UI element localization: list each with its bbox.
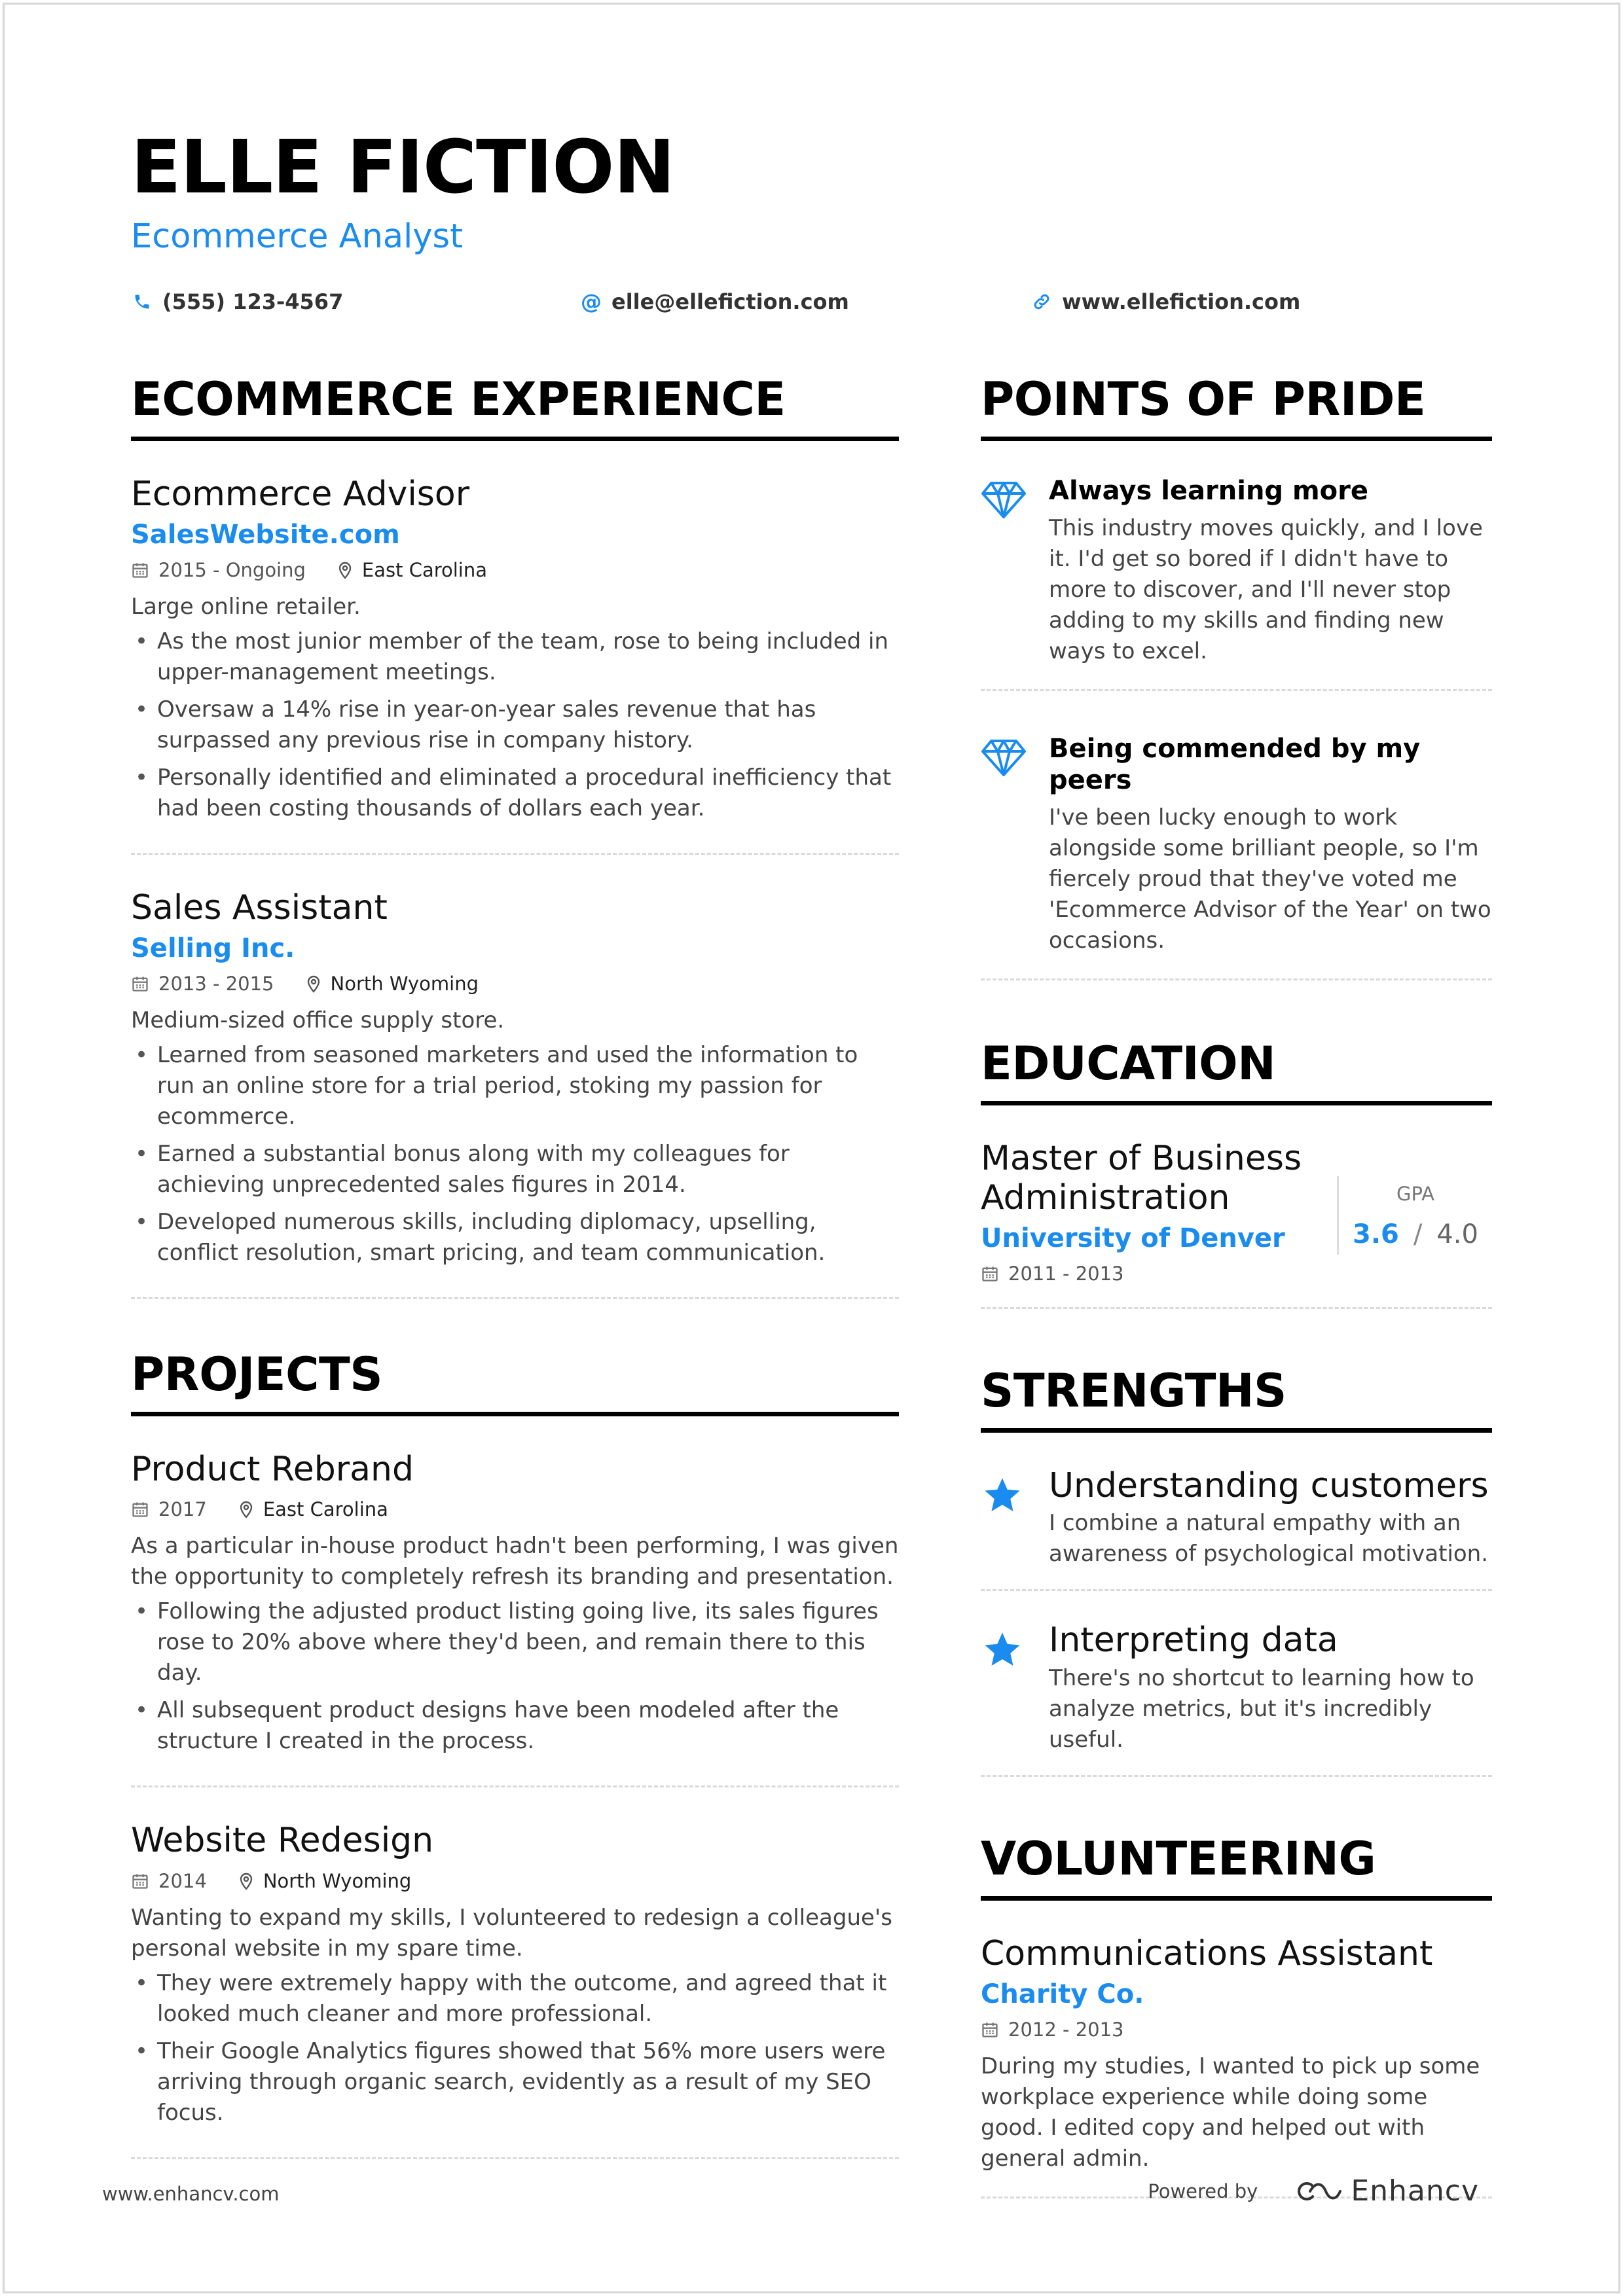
experience-role: Ecommerce Advisor <box>131 475 470 514</box>
education-entry <box>981 1139 1492 1309</box>
bullet-item: • They were extremely happy with the outcome, and agreed that it looked much cleaner and more professional. <box>131 1968 899 2030</box>
bullet-item: • Oversaw a 14% rise in year-on-year sales revenue that has surpassed any previous rise in company history. <box>131 694 899 756</box>
gpa-separator: / <box>1413 1219 1423 1249</box>
bullet-item: • Learned from seasoned marketers and used the information to run an online store for a trial period, stoking my passion for ecommerce. <box>131 1040 899 1132</box>
link-icon <box>1030 291 1053 313</box>
powered-by-label: Powered by <box>1148 2179 1258 2202</box>
project-entry <box>131 1821 899 2159</box>
gpa-values <box>1339 1219 1492 1249</box>
calendar-icon <box>981 1265 999 1283</box>
calendar-icon <box>131 561 149 579</box>
volunteering-role: Communications Assistant <box>981 1934 1433 1974</box>
enhancv-brand: Enhancv <box>1351 2174 1479 2208</box>
experience-heading: ECOMMERCE EXPERIENCE <box>131 376 899 441</box>
project-dates: 2017 <box>158 1498 207 1521</box>
contact-website[interactable] <box>1030 289 1300 314</box>
project-meta <box>131 1870 899 1892</box>
strength-title: Interpreting data <box>1049 1621 1338 1660</box>
contact-phone <box>131 289 580 314</box>
experience-location: North Wyoming <box>330 972 479 995</box>
bullet-item: • Earned a substantial bonus along with my colleagues for achieving unprecedented sales figures in 2014. <box>131 1139 899 1200</box>
education-degree: Master of Business Administration <box>981 1139 1302 1217</box>
project-title: Website Redesign <box>131 1821 434 1861</box>
strength-text: I combine a natural empathy with an awareness of psychological motivation. <box>1049 1510 1489 1568</box>
experience-meta <box>131 559 899 581</box>
project-dates: 2014 <box>158 1870 207 1893</box>
volunteering-entry <box>981 1935 1492 2198</box>
strengths-heading: STRENGTHS <box>981 1368 1492 1433</box>
pride-item <box>981 733 1492 980</box>
gpa-value: 3.6 <box>1353 1219 1399 1249</box>
experience-location: East Carolina <box>361 558 488 581</box>
experience-meta <box>131 973 899 995</box>
experience-bullets <box>131 1040 899 1268</box>
footer-branding[interactable] <box>1148 2174 1479 2208</box>
pride-item <box>981 475 1492 691</box>
left-column <box>131 372 899 2193</box>
education-dates: 2011 - 2013 <box>1008 1262 1124 1285</box>
experience-entry <box>131 889 899 1299</box>
enhancv-logo-icon <box>1290 2178 1343 2204</box>
project-description: As a particular in-house product hadn't been performing, I was given the opportunity to completely refresh its branding and presentation. <box>131 1533 899 1590</box>
phone-text: (555) 123-4567 <box>162 289 344 315</box>
pride-text: I've been lucky enough to work alongside some brilliant people, so I'm fiercely proud that they've voted me 'Ecommerce Advisor of the Year' on two occasions. <box>1049 804 1491 954</box>
pride-text: This industry moves quickly, and I love it. I'd get so bored if I didn't have to more to discover, and I'll never stop adding to my skills and finding new ways to excel. <box>1049 515 1483 664</box>
volunteering-dates: 2012 - 2013 <box>1008 2018 1124 2041</box>
education-heading: EDUCATION <box>981 1041 1492 1105</box>
experience-company: Selling Inc. <box>131 933 295 963</box>
location-pin-icon <box>238 1872 254 1890</box>
volunteering-org: Charity Co. <box>981 1979 1144 2009</box>
experience-description: Large online retailer. <box>131 593 361 620</box>
resume-header <box>131 125 1493 315</box>
bullet-item: • As the most junior member of the team, rose to being included in upper-management meetings. <box>131 626 899 688</box>
bullet-item: • All subsequent product designs have been modeled after the structure I created in the process. <box>131 1695 899 1757</box>
volunteering-description: During my studies, I wanted to pick up some workplace experience while doing some good. I edited copy and helped out with general admin. <box>981 2053 1480 2172</box>
experience-company: SalesWebsite.com <box>131 519 400 550</box>
experience-bullets <box>131 626 899 824</box>
projects-heading: PROJECTS <box>131 1352 899 1416</box>
right-column <box>981 372 1492 2233</box>
job-title: Ecommerce Analyst <box>131 217 464 256</box>
project-bullets <box>131 1596 899 1757</box>
pride-heading: POINTS OF PRIDE <box>981 376 1492 441</box>
at-icon: @ <box>581 289 602 315</box>
bullet-item: • Personally identified and eliminated a procedural inefficiency that had been costing thousands of dollars each year. <box>131 762 899 824</box>
project-meta <box>131 1498 899 1520</box>
candidate-name: ELLE FICTION <box>131 125 675 210</box>
diamond-icon <box>981 480 1027 520</box>
location-pin-icon <box>337 561 353 579</box>
project-location: North Wyoming <box>263 1870 412 1893</box>
experience-role: Sales Assistant <box>131 888 388 927</box>
project-location: East Carolina <box>263 1498 388 1521</box>
bullet-item: • Following the adjusted product listing going live, its sales figures rose to 20% above where they'd been, and remain there to this day. <box>131 1596 899 1689</box>
calendar-icon <box>981 2020 999 2039</box>
experience-dates: 2013 - 2015 <box>158 972 274 995</box>
diamond-icon <box>981 738 1027 778</box>
project-entry <box>131 1450 899 1788</box>
strength-item <box>981 1467 1492 1592</box>
contact-row <box>131 289 1493 314</box>
calendar-icon <box>131 975 149 993</box>
education-school: University of Denver <box>981 1223 1285 1253</box>
pride-title: Being commended by my peers <box>1049 734 1421 795</box>
experience-description: Medium-sized office supply store. <box>131 1007 505 1033</box>
strength-item <box>981 1621 1492 1777</box>
strength-title: Understanding customers <box>1049 1465 1489 1505</box>
project-bullets <box>131 1968 899 2128</box>
gpa-max: 4.0 <box>1436 1219 1478 1249</box>
star-icon <box>981 1629 1024 1671</box>
phone-icon <box>131 291 153 313</box>
bullet-item: • Developed numerous skills, including diplomacy, upselling, conflict resolution, smart pricing, and team communication. <box>131 1207 899 1268</box>
footer-site-link[interactable]: www.enhancv.com <box>102 2183 280 2205</box>
location-pin-icon <box>238 1500 254 1518</box>
email-text[interactable]: elle@ellefiction.com <box>611 289 849 315</box>
volunteering-meta <box>981 2018 1492 2041</box>
experience-entry <box>131 475 899 855</box>
project-description: Wanting to expand my skills, I volunteered to redesign a colleague's personal website in my spare time. <box>131 1905 892 1962</box>
volunteering-heading: VOLUNTEERING <box>981 1836 1492 1901</box>
website-text[interactable]: www.ellefiction.com <box>1062 289 1301 315</box>
gpa-label: GPA <box>1396 1183 1434 1205</box>
gpa-box <box>1337 1176 1492 1255</box>
experience-dates: 2015 - Ongoing <box>158 558 306 581</box>
star-icon <box>981 1475 1024 1516</box>
bullet-item: • Their Google Analytics figures showed that 56% more users were arriving through organic search, evidently as a result of my SEO focus. <box>131 2036 899 2128</box>
strength-text: There's no shortcut to learning how to analyze metrics, but it's incredibly useful. <box>1049 1665 1474 1753</box>
calendar-icon <box>131 1500 149 1518</box>
location-pin-icon <box>306 975 321 993</box>
education-meta <box>981 1263 1321 1285</box>
pride-title: Always learning more <box>1049 476 1368 506</box>
calendar-icon <box>131 1872 149 1890</box>
contact-email[interactable] <box>580 289 1030 314</box>
project-title: Product Rebrand <box>131 1449 414 1489</box>
